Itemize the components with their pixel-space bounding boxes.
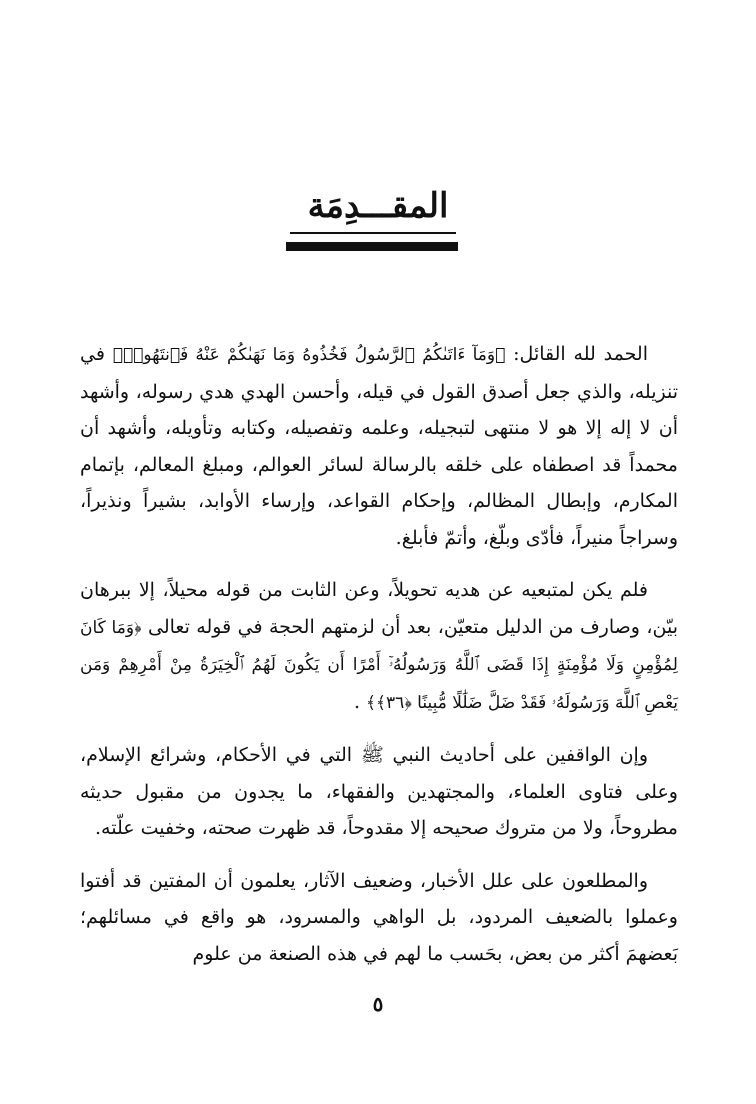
title-underline-thin	[290, 232, 456, 234]
paragraph-1-intro: الحمد لله القائل:	[505, 343, 648, 365]
paragraph-3: وإن الواقفين على أحاديث النبي ﷺ التي في الأحكام، وشرائع الإسلام، وعلى فتاوى العلماء، والمجتهدين والفقهاء، ما يجدون من مقبول حديثه مطروحاً، ولا من متروك صحيحه إلا مقدوحاً، قد ظهرت صحته، وخفيت علّته.	[80, 744, 678, 839]
quran-verse-1: ﴿وَمَآ ءَاتَىٰكُمُ ٱلرَّسُولُ فَخُذُوهُ وَمَا نَهَىٰكُمْ عَنْهُ فَٱنتَهُوا۟﴾	[112, 345, 506, 365]
paragraph-1	[80, 336, 678, 556]
quran-verse-2: ﴿وَمَا كَانَ لِمُؤْمِنٍ وَلَا مُؤْمِنَةٍ إِذَا قَضَى ٱللَّهُ وَرَسُولُهُۥٓ أَمْرًا أَن يَكُونَ لَهُمُ ٱلْخِيَرَةُ مِنْ أَمْرِهِمْ وَمَن يَعْصِ ٱللَّهَ وَرَسُولَهُۥ فَقَدْ ضَلَّ ضَلَٰلًا مُّبِينًا ﴿٣٦﴾﴾	[80, 617, 678, 713]
title-underline-thick	[286, 242, 458, 251]
paragraph-4: والمطلعون على علل الأخبار، وضعيف الآثار، يعلمون أن المفتين قد أفتوا وعملوا بالضعيف المردود، بل الواهي والمسرود، هو واقع في مسائلهم؛ بَعضهمَ أكثر من بعض، بحَسب ما لهم في هذه الصنعة من علوم	[80, 869, 678, 965]
page-title: المقـــدِمَة	[307, 186, 449, 226]
page-number: ٥	[372, 992, 384, 1016]
paragraph-1-rest: في تنزيله، والذي جعل أصدق القول في قيله، وأحسن الهدي هدي رسوله، وأشهد أن لا إله إلا هو لا منتهى لتبجيله، وعلمه وتفصيله، وكتابه وتأويله، وأشهد أن محمداً قد اصطفاه على خلقه بالرسالة لسائر العوالم، ومبلغ المعالم، بإتمام المكارم، وإبطال المظالم، وإحكام القواعد، وإرساء الأوابد، بشيراً ونذيراً، وسراجاً منيراً، فأدّى وبلّغ، وأتمّ فأبلغ.	[80, 343, 678, 549]
paragraph-2-end: .	[353, 690, 367, 713]
paragraph-2-text: فلم يكن لمتبعيه عن هديه تحويلاً، وعن الثابت من قوله محيلاً، إلا ببرهان بيّن، وصارف من الدليل متعيّن، بعد أن لزمتهم الحجة في قوله تعالى	[80, 579, 679, 638]
body-text	[80, 336, 678, 972]
paragraph-2	[80, 572, 678, 721]
